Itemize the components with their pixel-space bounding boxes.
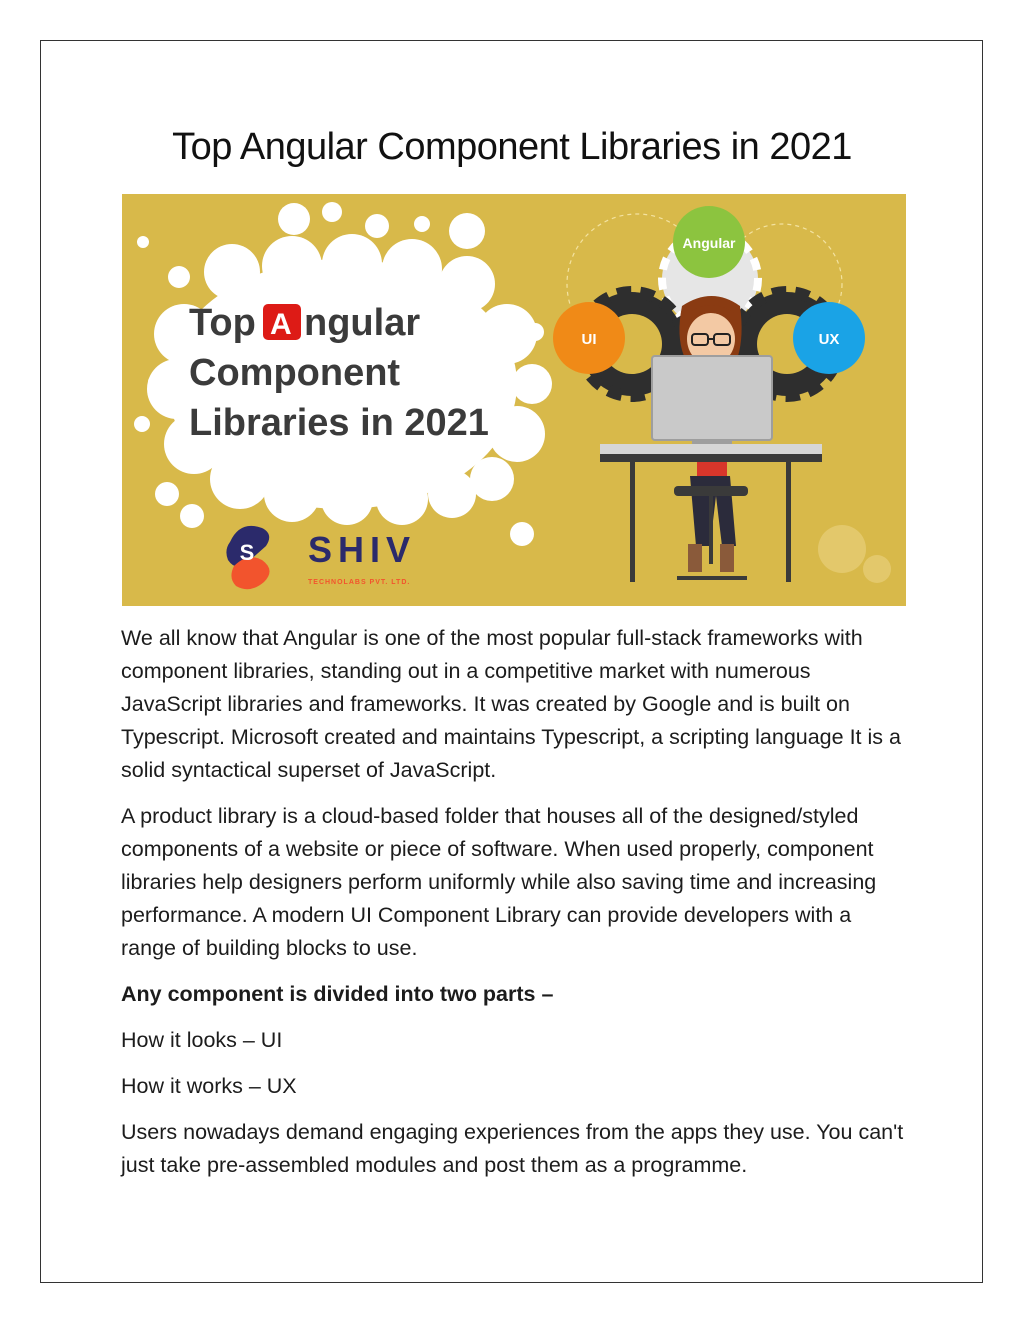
paragraph-component-library: A product library is a cloud-based folder that houses all of the designed/styled components of a website or piece of software. When used properly, component libraries help designers perform uniformly while also saving time and increasing performance. A modern UI Component Library can provide developers with a range of building blocks to use. [121, 804, 877, 960]
ui-circle-label: UI [581, 331, 597, 348]
shiv-logo [226, 526, 416, 589]
headline-angular-word: ngular [304, 302, 421, 344]
headline-line2: Component [189, 352, 401, 394]
ux-circle-label: UX [818, 331, 840, 348]
angular-badge-letter: A [270, 308, 292, 341]
paragraph-ux-part: How it works – UX [121, 1074, 297, 1098]
desk-leg-right [786, 462, 791, 582]
article-body [121, 622, 911, 1195]
laptop-icon [652, 356, 772, 440]
desk-leg-left [630, 462, 635, 582]
svg-text:S: S [239, 540, 255, 565]
desk-top [600, 444, 822, 454]
headline-top-word: Top [189, 302, 256, 344]
angular-circle-label: Angular [682, 235, 736, 251]
headline-line3: Libraries in 2021 [189, 402, 489, 444]
paragraph-two-parts-heading: Any component is divided into two parts – [121, 982, 554, 1006]
chair-seat [674, 486, 748, 496]
brand-name: SHIV [308, 529, 417, 570]
paragraph-users-demand: Users nowadays demand engaging experiences from the apps they use. You can't just take pre-assembled modules and post them as a programme. [121, 1120, 904, 1177]
boot-left [688, 544, 702, 572]
brand-tagline: TECHNOLABS PVT. LTD. [308, 579, 411, 586]
paragraph-ui-part: How it looks – UI [121, 1028, 283, 1052]
boot-right [720, 544, 734, 572]
paragraph-intro: We all know that Angular is one of the most popular full-stack frameworks with component libraries, standing out in a competitive market with numerous JavaScript libraries and frameworks. It was created by Google and is built on Typescript. Microsoft created and maintains Typescript, a scripting language It is a solid syntactical superset of JavaScript. [121, 626, 901, 782]
hero-image [122, 194, 906, 606]
hero-illustration [122, 194, 906, 606]
document-title: Top Angular Component Libraries in 2021 [172, 126, 852, 168]
